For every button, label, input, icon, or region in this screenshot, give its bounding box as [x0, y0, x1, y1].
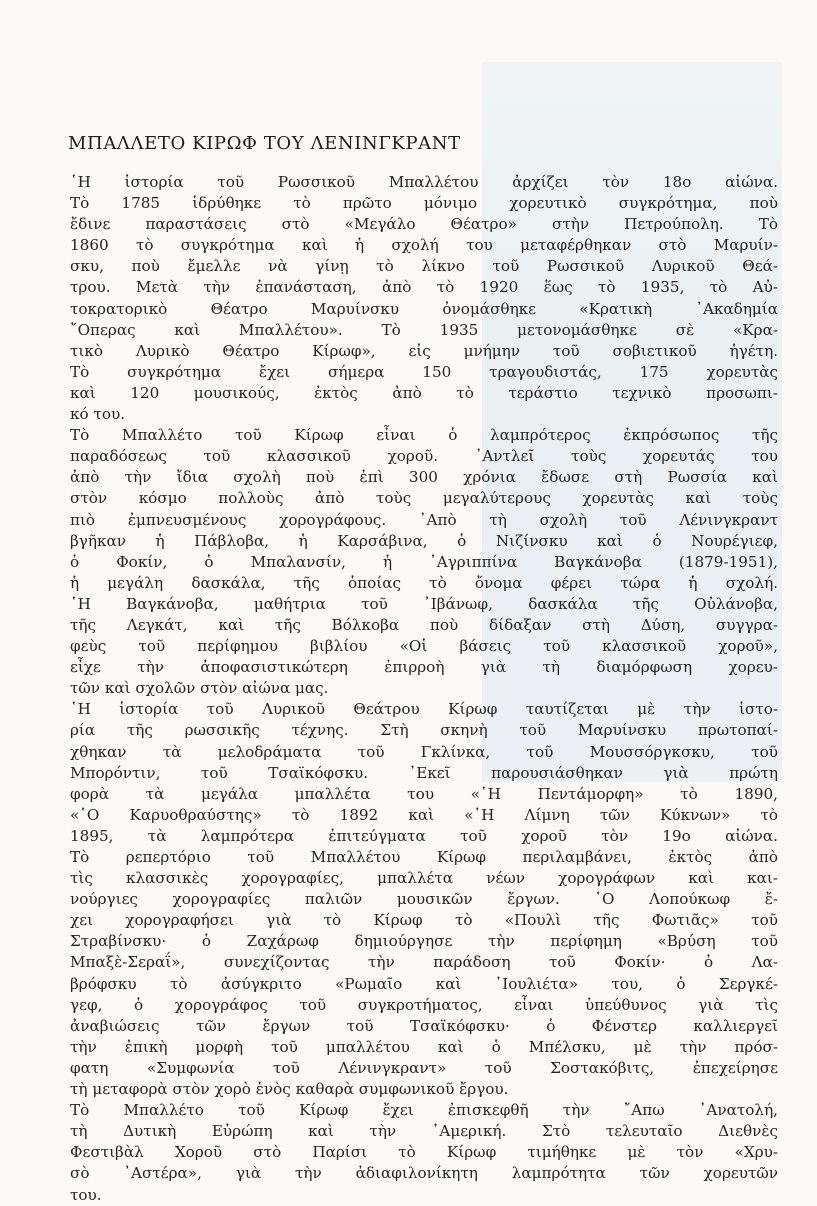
text-line: ἔδινε παραστάσεις στὸ «Μεγάλο Θέατρο» στὴν Πετρούπολη. Τὸ [70, 215, 778, 234]
text-line: καὶ 120 μουσικούς, ἐκτὸς ἀπὸ τὸ τεράστιο τεχνικὸ προσωπι- [70, 383, 778, 402]
text-line: τὴν ἐπικὴ μορφὴ τοῦ μπαλλέτου καὶ ὁ Μπέλσκυ, μὲ τὴν πρόσ- [70, 1037, 778, 1056]
text-line: τοκρατορικὸ Θέατρο Μαρυίνσκυ ὀνομάσθηκε «Κρατικὴ ᾿Ακαδημία [70, 299, 778, 318]
text-line: Φεστιβὰλ Χοροῦ στὸ Παρίσι τὸ Κίρωφ τιμήθηκε μὲ τὸν «Χρυ- [70, 1143, 778, 1162]
text-line: γεφ, ὁ χορογράφος τοῦ συγκροτήματος, εἶναι ὑπεύθυνος γιὰ τὶς [70, 995, 778, 1014]
text-line: τικὸ Λυρικὸ Θέατρο Κίρωφ», εἰς μνήμην τοῦ σοβιετικοῦ ἡγέτη. [70, 341, 778, 360]
text-line: βγῆκαν ἡ Πάβλοβα, ἡ Καρσάβινα, ὁ Νιζίνσκυ καὶ ὁ Νουρέγιεφ, [70, 531, 778, 550]
text-line: ῎Οπερας καὶ Μπαλλέτου». Τὸ 1935 μετονομάσθηκε σὲ «Κρα- [70, 320, 778, 339]
text-line: 1860 τὸ συγκρότημα καὶ ἡ σχολή του μεταφέρθηκαν στὸ Μαρυίν- [70, 236, 778, 255]
text-line: χθηκαν τὰ μελοδράματα τοῦ Γκλίνκα, τοῦ Μουσσόργκσκυ, τοῦ [70, 742, 778, 761]
text-line: 1895, τὰ λαμπρότερα ἐπιτεύγματα τοῦ χοροῦ τὸν 19ο αἰώνα. [70, 826, 778, 845]
text-line: Μπορόντιν, τοῦ Τσαϊκόφσκυ. ᾿Εκεῖ παρουσιάσθηκαν γιὰ πρώτη [70, 763, 778, 782]
text-line: φεὺς τοῦ περίφημου βιβλίου «Οἱ βάσεις τοῦ κλασσικοῦ χοροῦ», [70, 637, 778, 656]
text-line: του. [70, 1185, 102, 1204]
text-line: ρία τῆς ρωσσικῆς τέχνης. Στὴ σκηνὴ τοῦ Μαρυίνσκυ πρωτοπαί- [70, 721, 778, 740]
text-line: ἀναβιώσεις τῶν ἔργων τοῦ Τσαϊκόφσκυ· ὁ Φένστερ καλλιεργεῖ [70, 1016, 778, 1035]
text-line: τῶν καὶ σχολῶν στὸν αἰώνα μας. [70, 679, 329, 698]
text-line: Στραβίνσκυ· ὁ Ζαχάρωφ δημιούργησε τὴν περίφημη «Βρύση τοῦ [70, 932, 778, 951]
text-line: τὴ μεταφορὰ στὸν χορὸ ἑνὸς καθαρὰ συμφωνικοῦ ἔργου. [70, 1080, 509, 1099]
text-line: Τὸ ρεπερτόριο τοῦ Μπαλλέτου Κίρωφ περιλαμβάνει, ἐκτὸς ἀπὸ [70, 848, 778, 866]
text-line: ῾Η ἱστορία τοῦ Λυρικοῦ Θεάτρου Κίρωφ ταυτίζεται μὲ τὴν ἱστο- [70, 700, 778, 719]
text-line: βρόφσκυ τὸ ἀσύγκριτο «Ρωμαῖο καὶ ᾿Ιουλιέτα» του, ὁ Σεργκέ- [70, 974, 778, 993]
text-line: Τὸ Μπαλλέτο τοῦ Κίρωφ ἔχει ἐπισκεφθῆ τὴν ῎Απω ᾿Ανατολή, [70, 1101, 778, 1120]
text-line: ἀπὸ τὴν ἴδια σχολὴ ποὺ ἐπὶ 300 χρόνια ἔδωσε στὴ Ρωσσία καὶ [70, 468, 778, 487]
text-line: Μπαξὲ-Σεραΐ», συνεχίζοντας τὴν παράδοση τοῦ Φοκίν· ὁ Λα- [70, 953, 778, 972]
text-line: ῾Η Βαγκάνοβα, μαθήτρια τοῦ ᾿Ιβάνωφ, δασκάλα τῆς Οὐλάνοβα, [70, 594, 778, 613]
text-line: Τὸ Μπαλλέτο τοῦ Κίρωφ εἶναι ὁ λαμπρότερος ἐκπρόσωπος τῆς [70, 426, 778, 445]
text-line: Τὸ συγκρότημα ἔχει σήμερα 150 τραγουδιστάς, 175 χορευτὰς [70, 362, 778, 381]
text-line: τὴ Δυτικὴ Εὐρώπη καὶ τὴν ᾿Αμερική. Στὸ τελευταῖο Διεθνὲς [70, 1122, 778, 1141]
body-text [70, 172, 788, 1206]
text-line: στὸν κόσμο πολλοὺς ἀπὸ τοὺς μεγαλύτερους χορευτὰς καὶ τοὺς [70, 489, 778, 508]
text-line: νούργιες χορογραφίες παλιῶν μουσικῶν ἔργων. ῾Ο Λοπούκωφ ἔ- [70, 890, 778, 909]
document-title: ΜΠΑΛΛΕΤΟ ΚΙΡΩΦ ΤΟΥ ΛΕΝΙΝΓΚΡΑΝΤ [68, 133, 461, 154]
text-line: σκυ, ποὺ ἔμελλε νὰ γίνῃ τὸ λίκνο τοῦ Ρωσσικοῦ Λυρικοῦ Θεά- [70, 257, 778, 276]
text-line: πιὸ ἐμπνευσμένους χορογράφους. ᾿Απὸ τὴ σχολὴ τοῦ Λένινγκραντ [70, 510, 778, 529]
text-line: ἡ μεγάλη δασκάλα, τῆς ὁποίας τὸ ὄνομα φέρει τώρα ἡ σχολή. [70, 573, 778, 592]
text-line: χει χορογραφήσει γιὰ τὸ Κίρωφ τὸ «Πουλὶ τῆς Φωτιᾶς» τοῦ [70, 911, 778, 930]
text-line: κό του. [70, 405, 126, 424]
text-line: φορὰ τὰ μεγάλα μπαλλέτα του «῾Η Πεντάμορφη» τὸ 1890, [70, 784, 778, 803]
text-line: Τὸ 1785 ἱδρύθηκε τὸ πρῶτο μόνιμο χορευτικὸ συγκρότημα, ποὺ [70, 194, 778, 213]
text-line: «῾Ο Καρυοθραύστης» τὸ 1892 καὶ «῾Η Λίμνη τῶν Κύκνων» τὸ [70, 805, 778, 824]
text-line: τῆς Λεγκάτ, καὶ τῆς Βόλκοβα ποὺ δίδαξαν στὴ Δύση, συγγρα- [70, 615, 778, 634]
text-line: ὁ Φοκίν, ὁ Μπαλανσίν, ἡ ᾿Αγριππίνα Βαγκάνοβα (1879-1951), [70, 552, 778, 571]
text-line: παραδόσεως τοῦ κλασσικοῦ χοροῦ. ᾿Αντλεῖ τοὺς χορευτάς του [70, 447, 778, 466]
text-line: τρου. Μετὰ τὴν ἐπανάσταση, ἀπὸ τὸ 1920 ἕως τὸ 1935, τὸ Αὐ- [70, 278, 778, 297]
text-line: φατη «Συμφωνία τοῦ Λένινγκραντ» τοῦ Σοστακόβιτς, ἐπεχείρησε [70, 1058, 778, 1077]
text-line: σὸ ᾿Αστέρα», γιὰ τὴν ἀδιαφιλονίκητη λαμπρότητα τῶν χορευτῶν [70, 1164, 778, 1183]
text-line: τὶς κλασσικὲς χορογραφίες, μπαλλέτα νέων χορογράφων καὶ και- [70, 869, 778, 888]
text-line: εἶχε τὴν ἀποφασιστικώτερη ἐπιρροὴ γιὰ τὴ διαμόρφωση χορευ- [70, 658, 778, 677]
text-line: ῾Η ἱστορία τοῦ Ρωσσικοῦ Μπαλλέτου ἀρχίζει τὸν 18ο αἰώνα. [70, 173, 778, 191]
